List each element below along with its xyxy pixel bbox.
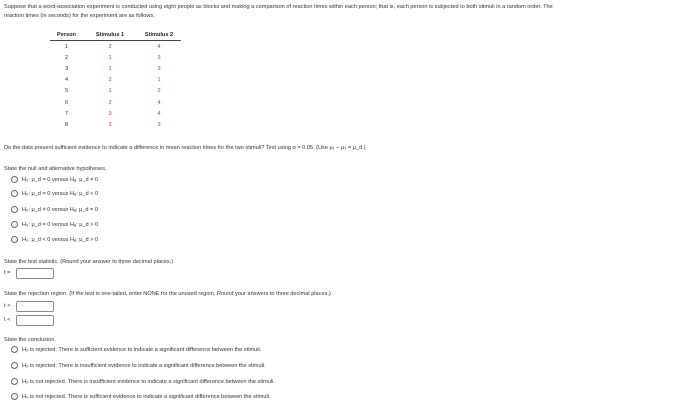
radio-button[interactable] [11,190,18,197]
cell-stimulus-2: 4 [157,43,161,50]
intro-line-2: reaction times (in seconds) for the experiment are as follows. [4,13,155,19]
cell-stimulus-2: 2 [157,88,161,95]
cell-stimulus-2: 4 [157,110,161,117]
cell-person: 1 [64,43,69,50]
t-less-label: t < [4,317,11,323]
option-label: H₀: μ_d ≠ 0 versus Hₐ: μ_d = 0 [22,206,98,213]
hypothesis-option-2[interactable] [11,189,98,198]
radio-button[interactable] [11,206,18,213]
table-row [50,97,181,108]
radio-button[interactable] [11,346,18,353]
hypotheses-prompt: State the null and alternative hypotheses. [4,166,107,172]
option-label: H₀: μ_d = 0 versus Hₐ: μ_d > 0 [22,221,99,228]
option-label: H₀ is not rejected. There is sufficient evidence to indicate a significant difference between the stimuli. [22,393,271,400]
option-label: H₀ is rejected. There is insufficient evidence to indicate a significant difference between the stimuli. [22,362,266,369]
test-statistic-prompt: State the test statistic. (Round your answer to three decimal places.) [4,259,174,265]
t-equals-label: t = [4,270,11,276]
cell-person: 8 [64,121,69,128]
table-row [50,108,181,119]
radio-button[interactable] [11,378,18,385]
rejection-lower-row [4,314,54,326]
radio-button[interactable] [11,236,18,243]
cell-person: 2 [64,54,69,61]
header-person: Person [50,30,83,41]
table-row [50,52,181,63]
option-label: H₀ is not rejected. There is insufficient evidence to indicate a significant difference between the stimuli. [22,378,275,385]
hypothesis-option-4[interactable] [11,220,98,229]
table-row [50,41,181,53]
option-label: H₀ is rejected. There is sufficient evidence to indicate a significant difference between the stimuli. [22,346,262,353]
cell-stimulus-1: 1 [108,54,112,61]
option-label: H₀: μ_d < 0 versus Hₐ: μ_d > 0 [22,236,99,243]
cell-stimulus-2: 3 [157,121,161,128]
cell-stimulus-1: 2 [108,77,112,84]
rejection-upper-row [4,300,54,312]
cell-stimulus-2: 3 [157,54,161,61]
cell-stimulus-1: 1 [108,65,112,72]
cell-person: 4 [64,77,69,84]
option-label: H₀: μ_d = 0 versus Hₐ: μ_d ≠ 0 [22,176,98,183]
cell-stimulus-2: 1 [157,77,161,84]
table-row [50,63,181,74]
hypothesis-option-5[interactable] [11,235,98,244]
table-row [50,75,181,86]
cell-person: 5 [64,88,69,95]
radio-button[interactable] [11,393,18,400]
problem-intro [4,3,553,21]
option-label: H₀: μ_d = 0 versus Hₐ: μ_d < 0 [22,190,99,197]
conclusion-option-2[interactable] [11,361,266,370]
test-statistic-input[interactable] [16,268,54,279]
cell-stimulus-1: 3 [108,110,112,117]
table-header-row [50,30,181,41]
radio-button[interactable] [11,221,18,228]
cell-stimulus-2: 3 [157,65,161,72]
cell-stimulus-1: 2 [108,121,112,128]
header-stimulus-2: Stimulus 2 [137,30,181,41]
intro-line-1: Suppose that a word-association experiment is conducted using eight people as blocks and making a comparison of reaction times within each person; that is, each person is subjected to both stimuli in a random order. The [4,4,553,10]
cell-person: 3 [64,65,69,72]
radio-button[interactable] [11,176,18,183]
table-row [50,86,181,97]
conclusion-prompt: State the conclusion. [4,337,56,343]
test-statistic-row [4,267,54,279]
cell-person: 6 [64,99,69,106]
t-greater-label: t > [4,303,11,309]
rejection-region-prompt: State the rejection region. (If the test is one-tailed, enter NONE for the unused region. Round your answers to three decimal places.) [4,291,331,297]
cell-stimulus-1: 2 [108,99,112,106]
cell-person: 7 [64,110,69,117]
rejection-upper-input[interactable] [16,301,54,312]
radio-button[interactable] [11,362,18,369]
reaction-times-table [50,30,181,131]
rejection-lower-input[interactable] [16,315,54,326]
conclusion-option-3[interactable] [11,377,275,386]
cell-stimulus-1: 2 [108,43,112,50]
test-question: Do the data present sufficient evidence to indicate a difference in mean reaction times for the two stimuli? Test using α = 0.05. (Use μ₁ − μ₂ = μ_d.) [4,145,366,151]
cell-stimulus-1: 1 [108,88,112,95]
table-row [50,119,181,130]
conclusion-option-4[interactable] [11,392,271,401]
hypothesis-option-3[interactable] [11,205,98,214]
hypothesis-option-1[interactable] [11,175,98,184]
cell-stimulus-2: 4 [157,99,161,106]
header-stimulus-1: Stimulus 1 [83,30,137,41]
conclusion-option-1[interactable] [11,345,261,354]
